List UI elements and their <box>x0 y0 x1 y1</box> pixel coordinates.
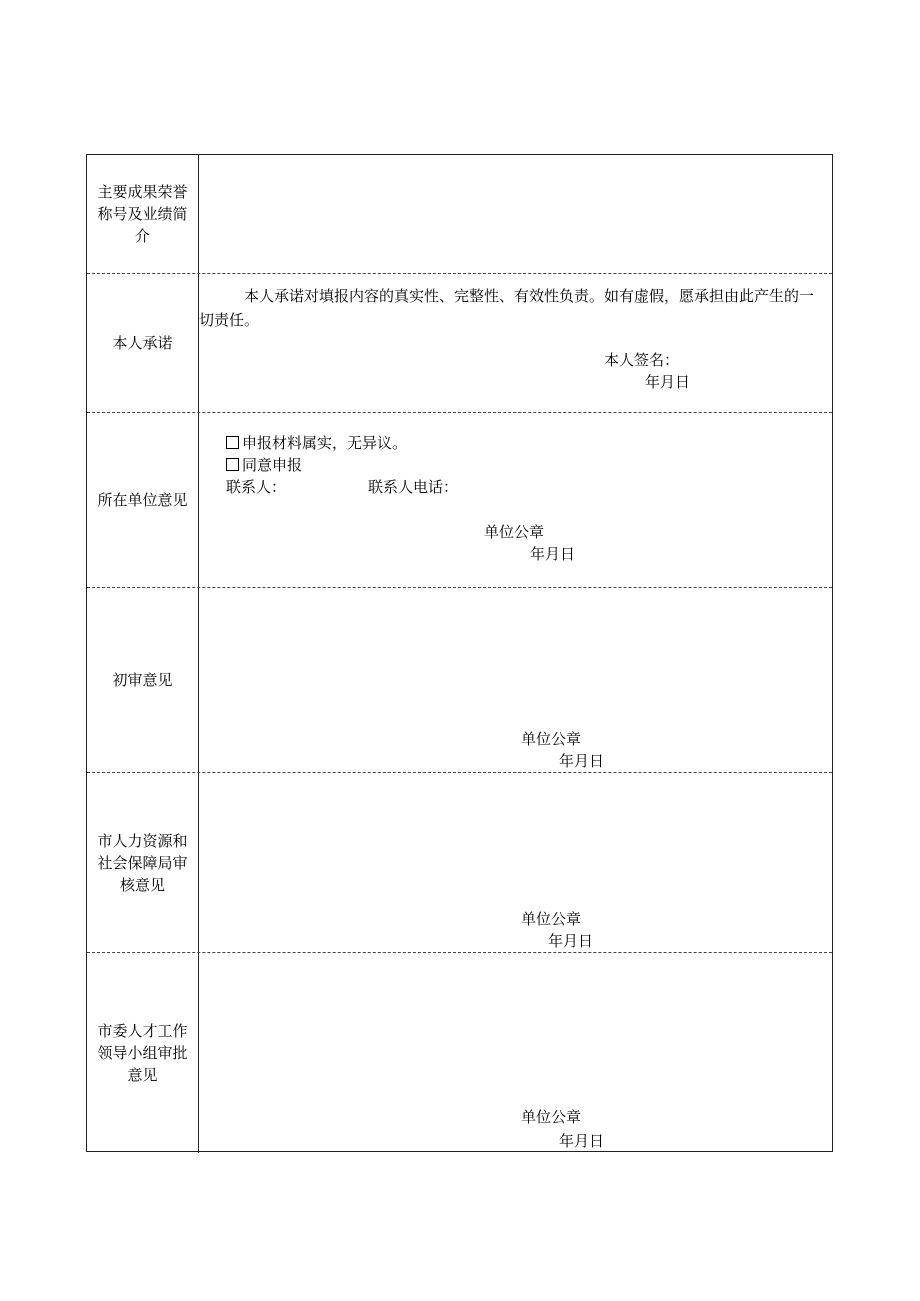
label-talent-group-approval: 市委人才工作领导小组审批意见 <box>87 953 199 1153</box>
initial-review-date: 年月日 <box>559 752 605 770</box>
pledge-content <box>199 274 832 412</box>
row-achievements <box>87 155 832 273</box>
initial-review-seal: 单位公章 <box>521 730 582 748</box>
pledge-date: 年月日 <box>645 373 691 391</box>
talent-group-date: 年月日 <box>559 1132 605 1150</box>
label-pledge: 本人承诺 <box>87 274 199 412</box>
row-hr-bureau-review <box>87 772 832 952</box>
contact-label: 联系人： <box>226 478 287 496</box>
hr-bureau-review-content <box>199 773 832 952</box>
row-pledge <box>87 273 832 412</box>
achievements-content[interactable] <box>199 155 832 273</box>
signature-label: 本人签名： <box>604 351 680 369</box>
label-unit-opinion: 所在单位意见 <box>87 413 199 587</box>
talent-group-approval-content <box>199 953 832 1153</box>
hr-bureau-seal: 单位公章 <box>521 910 582 928</box>
check-item-materials[interactable] <box>226 432 407 454</box>
checkbox[interactable] <box>226 458 239 471</box>
row-initial-review <box>87 587 832 772</box>
check-label-agree: 同意申报 <box>242 456 303 474</box>
hr-bureau-date: 年月日 <box>548 932 594 950</box>
talent-group-seal: 单位公章 <box>521 1108 582 1126</box>
check-label-materials: 申报材料属实，无异议。 <box>242 434 408 452</box>
checkbox[interactable] <box>226 436 239 449</box>
pledge-text: 本人承诺对填报内容的真实性、完整性、有效性负责。如有虚假，愿承担由此产生的一切责任。 <box>199 287 815 329</box>
row-unit-opinion <box>87 412 832 587</box>
unit-date: 年月日 <box>530 545 576 563</box>
application-form-table <box>86 154 833 1152</box>
unit-seal: 单位公章 <box>484 523 545 541</box>
row-talent-group-approval <box>87 952 832 1153</box>
label-hr-bureau-review: 市人力资源和社会保障局审核意见 <box>87 773 199 952</box>
label-achievements: 主要成果荣誉称号及业绩简介 <box>87 155 199 273</box>
label-initial-review: 初审意见 <box>87 588 199 772</box>
unit-opinion-content <box>199 413 832 587</box>
check-item-agree[interactable] <box>226 454 302 476</box>
contact-phone-label: 联系人电话： <box>368 478 459 496</box>
initial-review-content <box>199 588 832 772</box>
